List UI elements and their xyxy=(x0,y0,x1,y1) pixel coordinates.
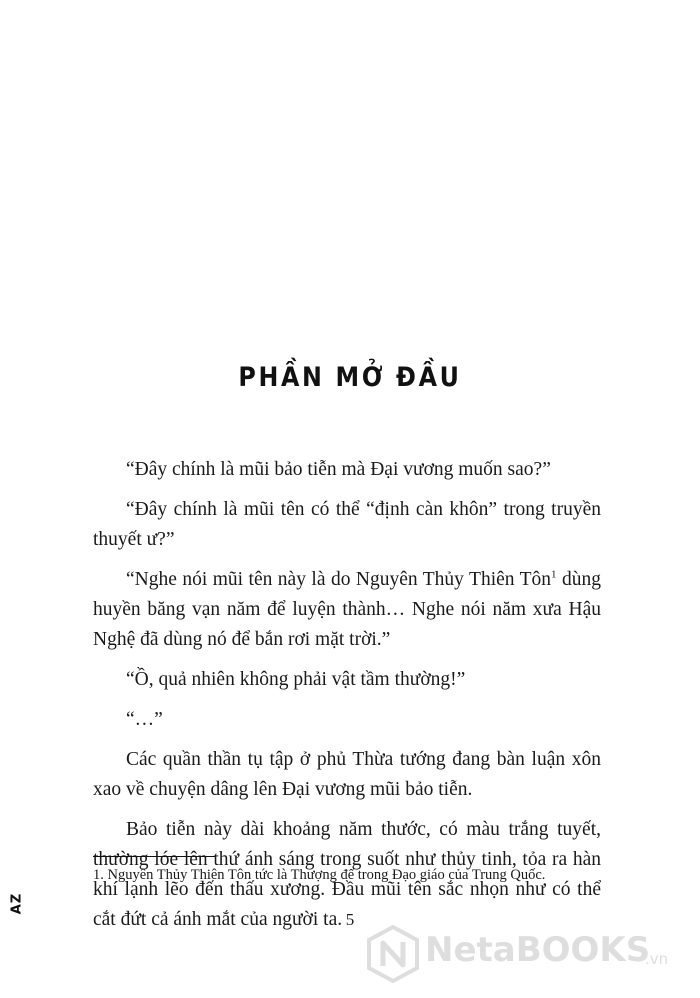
paragraph xyxy=(93,565,601,655)
page-number: 5 xyxy=(345,910,355,929)
paragraph: “Ồ, quả nhiên không phải vật tầm thường!” xyxy=(126,669,466,690)
paragraph: “Đây chính là mũi tên có thể “định càn khôn” trong truyền thuyết ư?” xyxy=(93,499,601,550)
paragraph: “Đây chính là mũi bảo tiễn mà Đại vương muốn sao?” xyxy=(126,459,551,480)
footnote-divider xyxy=(93,856,215,857)
watermark xyxy=(365,924,695,984)
paragraph: Các quần thần tụ tập ở phủ Thừa tướng đang bàn luận xôn xao về chuyện dâng lên Đại vương mũi bảo tiễn. xyxy=(93,749,601,800)
watermark-text: NetaBOOKS xyxy=(425,930,651,970)
publisher-logo: AZ xyxy=(9,892,25,915)
footnote-ref[interactable]: 1 xyxy=(551,568,557,581)
paragraph-text: “Nghe nói mũi tên này là do Nguyên Thủy Thiên Tôn xyxy=(126,569,552,590)
paragraph-text: dùng huyền băng vạn năm để luyện thành… Nghe nói năm xưa Hậu Nghệ đã dùng nó để bắn rơi mặt trời.” xyxy=(93,569,602,650)
footnote: 1. Nguyên Thủy Thiên Tôn tức là Thượng đế trong Đạo giáo của Trung Quốc. xyxy=(93,867,546,883)
paragraph: Bảo tiễn này dài khoảng năm thước, có màu trắng tuyết, thường lóe lên thứ ánh sáng trong suốt như thủy tinh, tỏa ra hàn khí lạnh lẽo đến thấu xương. Đầu mũi tên sắc nhọn như có thể cắt đứt cả ánh mắt của người ta. xyxy=(93,819,601,930)
paragraph: “…” xyxy=(126,709,163,730)
chapter-title: PHẦN MỞ ĐẦU xyxy=(238,362,462,393)
neta-n-hexagon-icon xyxy=(365,924,421,984)
watermark-tld: .vn xyxy=(645,950,669,968)
